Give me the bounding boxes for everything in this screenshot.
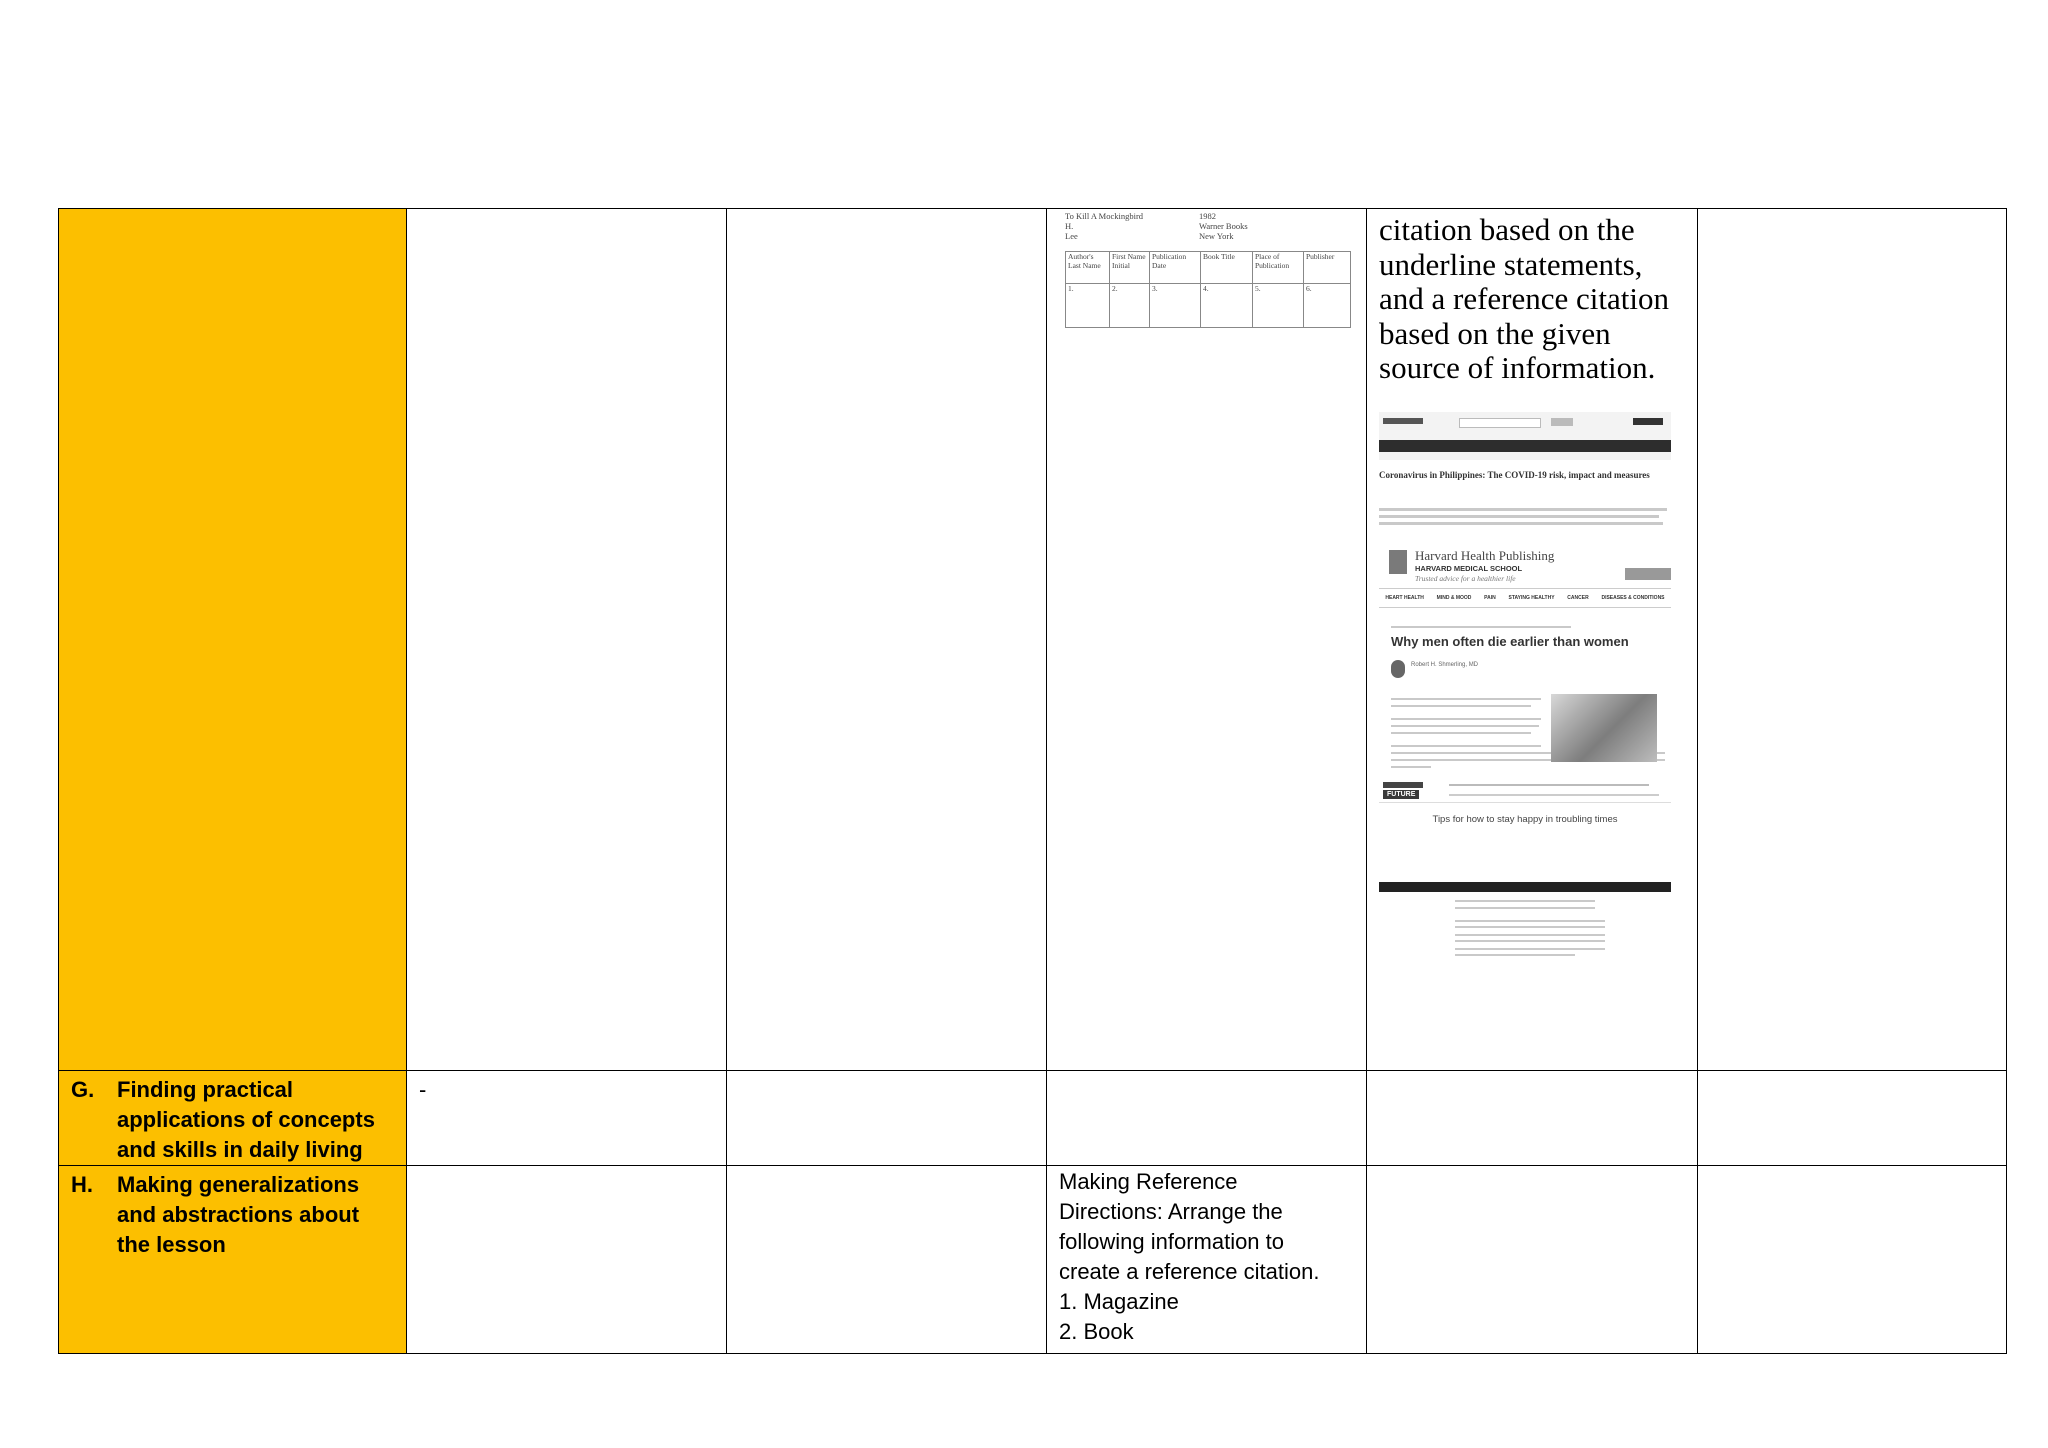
directions-line: following information to <box>1059 1229 1285 1254</box>
directions-list-item: 1. Magazine <box>1059 1289 1179 1314</box>
mini-cell: 3. <box>1150 284 1201 328</box>
future-logo: FUTURE <box>1383 790 1419 799</box>
table-cell-book-image <box>1047 209 1367 1071</box>
table-cell-directions <box>1047 1166 1367 1354</box>
year-text: 1982 <box>1199 211 1216 221</box>
table-cell <box>727 1166 1047 1354</box>
table-cell <box>407 209 727 1071</box>
row-letter-h: H. <box>71 1172 93 1197</box>
table-cell <box>1367 1166 1698 1354</box>
article1-title: Coronavirus in Philippines: The COVID-19 risk, impact and measures <box>1379 469 1650 480</box>
place-text: New York <box>1199 231 1234 241</box>
harvard-publisher-text: Harvard Health Publishing <box>1415 547 1555 563</box>
article1-header-image <box>1379 412 1671 460</box>
row-label-cell-g <box>59 1071 407 1166</box>
lesson-plan-table <box>58 208 2007 1354</box>
author-initial-text: H. <box>1065 221 1074 231</box>
table-cell <box>1698 209 2007 1071</box>
mini-header: Publisher <box>1304 252 1351 284</box>
future-header <box>1379 782 1671 803</box>
table-cell <box>407 1166 727 1354</box>
article2-title: Why men often die earlier than women <box>1391 633 1629 649</box>
directions-line: create a reference citation. <box>1059 1259 1320 1284</box>
row-label-cell-h <box>59 1166 407 1354</box>
harvard-shield-icon <box>1389 550 1407 574</box>
activity-instruction-text: citation based on the underline statements, and a reference citation based on the given source of information. <box>1379 212 1670 385</box>
book-citation-table-image <box>1065 211 1365 339</box>
harvard-button-image <box>1625 568 1671 580</box>
table-cell <box>1047 1071 1367 1166</box>
mini-cell: 6. <box>1304 284 1351 328</box>
mini-cell: 4. <box>1201 284 1253 328</box>
dash-text: - <box>419 1077 427 1102</box>
mini-header: First Name Initial <box>1110 252 1150 284</box>
directions-line: Directions: Arrange the <box>1059 1199 1283 1224</box>
mini-header: Book Title <box>1201 252 1253 284</box>
harvard-tagline-text: Trusted advice for a healthier life <box>1415 573 1516 583</box>
publisher-text: Warner Books <box>1199 221 1248 231</box>
author-avatar <box>1391 660 1405 678</box>
table-cell <box>1698 1071 2007 1166</box>
mini-header: Author's Last Name <box>1066 252 1110 284</box>
author-last-text: Lee <box>1065 231 1078 241</box>
table-cell <box>407 1071 727 1166</box>
article3-title: Tips for how to stay happy in troubling times <box>1432 813 1618 825</box>
row-label-g: Finding practical applications of concepts and skills in daily living <box>117 1077 375 1162</box>
harvard-nav <box>1379 588 1671 608</box>
row-label-cell <box>59 209 407 1071</box>
harvard-nav-item: MIND & MOOD <box>1436 594 1472 601</box>
table-cell-activity <box>1367 209 1698 1071</box>
mini-cell: 5. <box>1253 284 1304 328</box>
directions-line: Making Reference <box>1059 1169 1238 1194</box>
harvard-nav-item: CANCER <box>1567 594 1589 601</box>
table-row-g <box>59 1071 2007 1166</box>
source-screenshots-image <box>1379 412 1671 972</box>
mini-header: Publication Date <box>1150 252 1201 284</box>
mini-cell: 2. <box>1110 284 1150 328</box>
harvard-nav-item: STAYING HEALTHY <box>1508 594 1555 601</box>
row-letter-g: G. <box>71 1077 95 1102</box>
book-title-text: To Kill A Mockingbird <box>1065 211 1144 221</box>
future-banner-image <box>1379 882 1671 892</box>
mini-header: Place of Publication <box>1253 252 1304 284</box>
table-cell <box>727 1071 1047 1166</box>
table-row-continued <box>59 209 2007 1071</box>
article2-author-text: Robert H. Shmerling, MD <box>1411 661 1479 668</box>
harvard-school-text: HARVARD MEDICAL SCHOOL <box>1415 563 1523 573</box>
mini-cell: 1. <box>1066 284 1110 328</box>
table-cell <box>727 209 1047 1071</box>
table-cell <box>1367 1071 1698 1166</box>
directions-list-item: 2. Book <box>1059 1319 1134 1344</box>
table-row-h <box>59 1166 2007 1354</box>
man-photo-image <box>1551 694 1657 762</box>
harvard-nav-item: DISEASES & CONDITIONS <box>1601 594 1665 601</box>
row-label-h: Making generalizations and abstractions about the lesson <box>117 1172 360 1257</box>
harvard-nav-item: HEART HEALTH <box>1385 594 1424 601</box>
harvard-nav-item: PAIN <box>1484 594 1496 601</box>
table-cell <box>1698 1166 2007 1354</box>
mini-citation-table <box>1065 251 1351 328</box>
